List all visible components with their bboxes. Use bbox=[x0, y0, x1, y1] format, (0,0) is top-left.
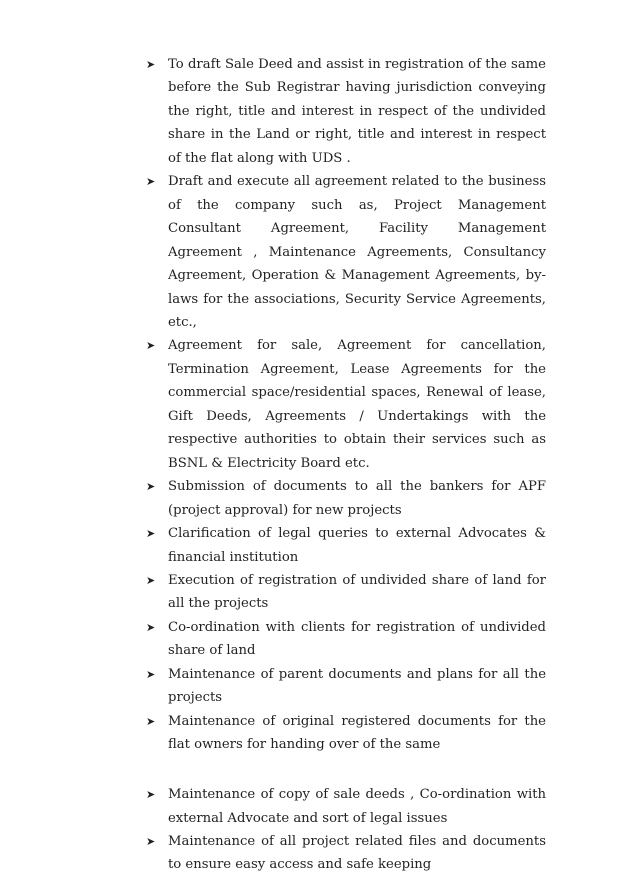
list-item-text: Co-ordination with clients for registration of undivided share of land bbox=[168, 619, 546, 659]
arrowhead-bullet-icon: ➤ bbox=[146, 714, 156, 728]
list-item-text: Maintenance of parent documents and plans for all the projects bbox=[168, 666, 546, 706]
list-item-text: Draft and execute all agreement related to the business of the company such as, Project Management Consultant Agreement, Facility Management Agreement , Maintenance Agreements, Consultancy Agreement, Operation & Management Agreements, by-laws for the associations, Security Service Agreements, etc., bbox=[168, 174, 546, 330]
responsibilities-list bbox=[146, 53, 546, 877]
list-item bbox=[146, 710, 546, 757]
list-item-text: To draft Sale Deed and assist in registration of the same before the Sub Registrar having jurisdiction conveying the right, title and interest in respect of the undivided share in the Land or right, title and interest in respect of the flat along with UDS . bbox=[168, 57, 546, 166]
arrowhead-bullet-icon: ➤ bbox=[146, 667, 156, 681]
list-item bbox=[146, 53, 546, 170]
list-item-text: Maintenance of copy of sale deeds , Co-ordination with external Advocate and sort of legal issues bbox=[168, 787, 546, 826]
list-item bbox=[146, 783, 546, 830]
arrowhead-bullet-icon: ➤ bbox=[146, 620, 156, 634]
list-item bbox=[146, 569, 546, 616]
list-item-text: Execution of registration of undivided share of land for all the projects bbox=[168, 572, 546, 612]
arrowhead-bullet-icon: ➤ bbox=[146, 58, 156, 71]
list-item bbox=[146, 663, 546, 710]
arrowhead-bullet-icon: ➤ bbox=[146, 527, 156, 541]
list-item-text: Clarification of legal queries to external Advocates & financial institution bbox=[168, 526, 546, 565]
arrowhead-bullet-icon: ➤ bbox=[146, 480, 156, 494]
arrowhead-bullet-icon: ➤ bbox=[146, 788, 156, 802]
list-item bbox=[146, 522, 546, 569]
arrowhead-bullet-icon: ➤ bbox=[146, 339, 156, 353]
list-item bbox=[146, 830, 546, 877]
list-item-text: Agreement for sale, Agreement for cancellation, Termination Agreement, Lease Agreements for the commercial space/residential spaces, Renewal of lease, Gift Deeds, Agreements / Undertakings with the respective authorities to obtain their services such as BSNL & Electricity Board etc. bbox=[168, 338, 546, 471]
list-item-text: Submission of documents to all the bankers for APF (project approval) for new projects bbox=[168, 479, 546, 518]
arrowhead-bullet-icon: ➤ bbox=[146, 175, 156, 189]
blank-line bbox=[146, 757, 546, 784]
list-item bbox=[146, 475, 546, 522]
list-item-text: Maintenance of all project related files and documents to ensure easy access and safe keeping bbox=[168, 834, 546, 873]
arrowhead-bullet-icon: ➤ bbox=[146, 835, 156, 848]
list-item-text: Maintenance of original registered documents for the flat owners for handing over of the same bbox=[168, 713, 546, 753]
list-item bbox=[146, 334, 546, 475]
arrowhead-bullet-icon: ➤ bbox=[146, 573, 156, 587]
list-item bbox=[146, 170, 546, 334]
list-item bbox=[146, 616, 546, 663]
